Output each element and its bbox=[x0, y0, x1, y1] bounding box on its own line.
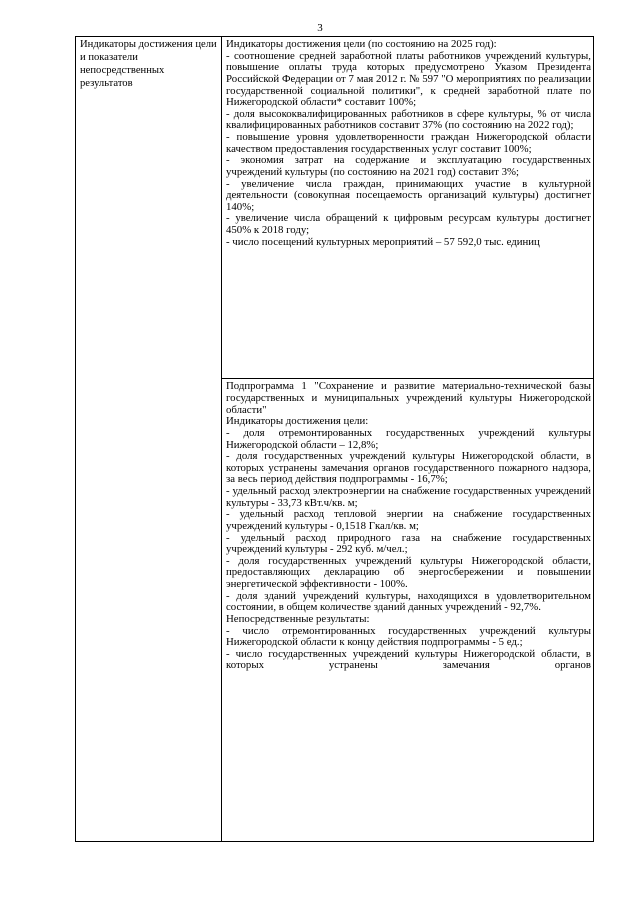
list-item: Индикаторы достижения цели (по состоянию на 2025 год): bbox=[226, 38, 497, 50]
list-item: - доля отремонтированных государственных учреждений культуры Нижегородской области – 12,8%; bbox=[226, 426, 591, 451]
page-number: 3 bbox=[317, 22, 323, 34]
subprogram-cell bbox=[222, 379, 594, 842]
indicators-table bbox=[75, 36, 594, 842]
left-label-cell bbox=[76, 37, 222, 842]
list-item: - доля зданий учреждений культуры, находящихся в удовлетворительном состоянии, в общем количестве зданий данных учреждений - 92,7%. bbox=[226, 589, 591, 614]
list-item: - удельный расход тепловой энергии на снабжение государственных учреждений культуры - 0,1518 Гкал/кв. м; bbox=[226, 508, 591, 532]
list-item: - увеличение числа граждан, принимающих участие в культурной деятельности (совокупная посещаемость организаций культуры) достигнет 140%; bbox=[226, 177, 591, 213]
list-item: - число государственных учреждений культуры Нижегородской области, в которых устранены замечания органов bbox=[226, 647, 591, 672]
list-item: Индикаторы достижения цели: bbox=[226, 415, 369, 428]
goal-indicators-cell bbox=[222, 37, 594, 379]
list-item: - число отремонтированных государственных учреждений культуры Нижегородской области к концу действия подпрограммы - 5 ед.; bbox=[226, 624, 591, 649]
list-item: Непосредственные результаты: bbox=[226, 612, 370, 625]
list-item: - повышение уровня удовлетворенности граждан Нижегородской области качеством предоставления государственных услуг составит 100%; bbox=[226, 131, 591, 155]
table-row bbox=[76, 37, 594, 379]
left-label-text: Индикаторы достижения цели и показатели непосредственных результатов bbox=[80, 39, 217, 89]
list-item: - соотношение средней заработной платы работников учреждений культуры, повышение оплаты труда которых предусмотрено Указом Президента Российской Федерации от 7 мая 2012 г. № 597 "О мероприятиях по реализации государственной социальной политики", к средней заработной плате по Нижегородской области* составит 100%; bbox=[226, 49, 591, 109]
list-item: - удельный расход природного газа на снабжение государственных учреждений культуры - 292 куб. м/чел.; bbox=[226, 531, 591, 556]
list-item: - удельный расход электроэнергии на снабжение государственных учреждений культуры - 33,73 кВт.ч/кв. м; bbox=[226, 485, 591, 509]
list-item: - экономия затрат на содержание и эксплуатацию государственных учреждений культуры (по состоянию на 2021 год) составит 3%; bbox=[226, 154, 591, 178]
subprogram-text bbox=[226, 379, 591, 672]
list-item: - увеличение числа обращений к цифровым ресурсам культуры достигнет 450% к 2018 году; bbox=[226, 212, 591, 236]
list-item: - доля высококвалифицированных работников в сфере культуры, % от числа квалифицированных работников составит 37% (по состоянию на 2022 год); bbox=[226, 107, 591, 132]
list-item: Подпрограмма 1 "Сохранение и развитие материально-технической базы государственных и муниципальных учреждений культуры Нижегородской области" bbox=[226, 380, 591, 416]
list-item: - доля государственных учреждений культуры Нижегородской области, в которых устранены замечания органов государственного пожарного надзора, за весь период действия подпрограммы - 16,7%; bbox=[226, 450, 591, 486]
list-item: - доля государственных учреждений культуры Нижегородской области, предоставляющих декларацию об энергосбережении и повышении энергетической эффективности - 100%. bbox=[226, 554, 591, 591]
goal-indicators-text bbox=[226, 37, 591, 248]
list-item: - число посещений культурных мероприятий – 57 592,0 тыс. единиц bbox=[226, 235, 540, 248]
